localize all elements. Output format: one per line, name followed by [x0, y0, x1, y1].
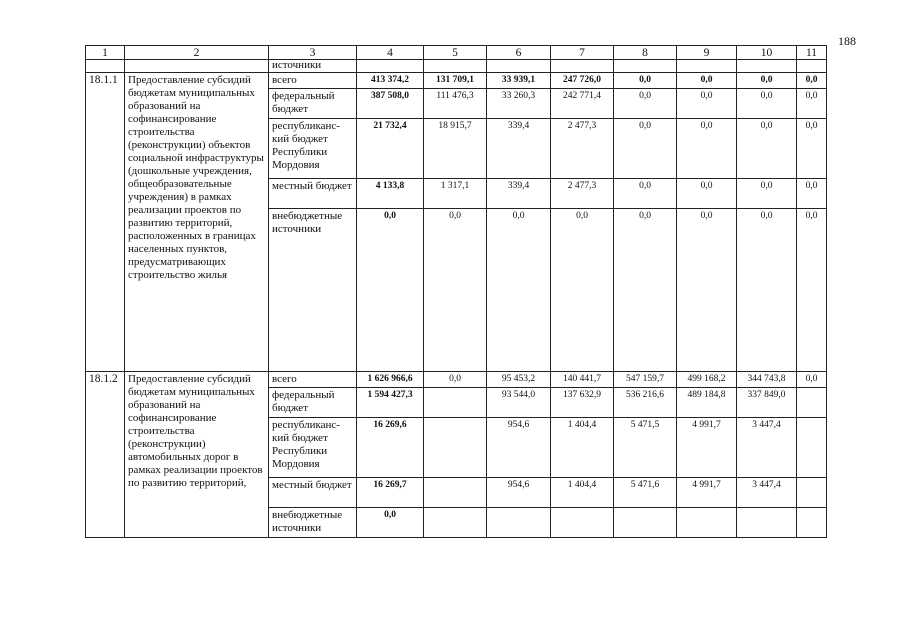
funding-source: республиканс-кий бюджет Республики Мордовия [269, 418, 357, 478]
value-cell: 1 594 427,3 [357, 388, 424, 418]
value-cell: 131 709,1 [424, 73, 487, 89]
empty-cell [551, 60, 614, 73]
value-cell: 18 915,7 [424, 119, 487, 179]
empty-cell [677, 60, 737, 73]
measure-name: Предоставление субсидий бюджетам муниципальных образований на софинансирование строительства (реконструкции) объектов социальной инфраструктуры (дошкольные учреждения, общеобразовательные учреждения) в рамках реализации проектов по развитию территорий, расположенных в границах населенных пунктов, предусматривающих строительство жилья [125, 73, 269, 372]
value-cell: 954,6 [487, 418, 551, 478]
row-index: 18.1.2 [86, 372, 125, 538]
value-cell: 4 991,7 [677, 478, 737, 508]
value-cell: 0,0 [797, 209, 827, 372]
value-cell: 2 477,3 [551, 119, 614, 179]
value-cell: 5 471,6 [614, 478, 677, 508]
value-cell: 0,0 [677, 89, 737, 119]
value-cell [797, 388, 827, 418]
value-cell: 0,0 [614, 209, 677, 372]
funding-source: республиканс-кий бюджет Республики Мордовия [269, 119, 357, 179]
col-header: 11 [797, 46, 827, 60]
value-cell: 0,0 [357, 209, 424, 372]
value-cell: 0,0 [357, 508, 424, 538]
value-cell: 16 269,6 [357, 418, 424, 478]
col-header: 9 [677, 46, 737, 60]
value-cell [797, 478, 827, 508]
measure-name: Предоставление субсидий бюджетам муниципальных образований на софинансирование строительства (реконструкции) автомобильных дорог в рамках реализации проектов по развитию территорий, [125, 372, 269, 538]
funding-source: внебюджетные источники [269, 209, 357, 372]
funding-source: местный бюджет [269, 179, 357, 209]
value-cell: 0,0 [551, 209, 614, 372]
value-cell [797, 508, 827, 538]
funding-source: местный бюджет [269, 478, 357, 508]
value-cell: 0,0 [737, 209, 797, 372]
col-header: 3 [269, 46, 357, 60]
value-cell: 0,0 [797, 119, 827, 179]
value-cell: 0,0 [797, 73, 827, 89]
value-cell: 21 732,4 [357, 119, 424, 179]
value-cell: 0,0 [677, 179, 737, 209]
empty-cell [424, 60, 487, 73]
value-cell: 4 991,7 [677, 418, 737, 478]
value-cell: 137 632,9 [551, 388, 614, 418]
value-cell [424, 508, 487, 538]
value-cell: 5 471,5 [614, 418, 677, 478]
col-header: 1 [86, 46, 125, 60]
empty-cell [357, 60, 424, 73]
table-row [86, 372, 827, 388]
value-cell: 954,6 [487, 478, 551, 508]
value-cell [487, 508, 551, 538]
value-cell: 111 476,3 [424, 89, 487, 119]
value-cell: 0,0 [797, 372, 827, 388]
continuation-row [86, 60, 827, 73]
value-cell: 3 447,4 [737, 418, 797, 478]
value-cell: 339,4 [487, 119, 551, 179]
value-cell: 0,0 [737, 73, 797, 89]
value-cell: 1 626 966,6 [357, 372, 424, 388]
value-cell: 242 771,4 [551, 89, 614, 119]
value-cell [797, 418, 827, 478]
value-cell: 0,0 [614, 73, 677, 89]
row-index: 18.1.1 [86, 73, 125, 372]
value-cell: 0,0 [677, 119, 737, 179]
value-cell: 489 184,8 [677, 388, 737, 418]
value-cell: 0,0 [737, 119, 797, 179]
value-cell: 0,0 [487, 209, 551, 372]
value-cell: 536 216,6 [614, 388, 677, 418]
value-cell: 0,0 [737, 179, 797, 209]
value-cell: 95 453,2 [487, 372, 551, 388]
value-cell: 0,0 [677, 73, 737, 89]
value-cell: 4 133,8 [357, 179, 424, 209]
value-cell: 0,0 [614, 179, 677, 209]
value-cell: 0,0 [614, 89, 677, 119]
empty-cell [125, 60, 269, 73]
value-cell: 0,0 [797, 89, 827, 119]
value-cell [551, 508, 614, 538]
col-header: 5 [424, 46, 487, 60]
table-row [86, 73, 827, 89]
col-header: 8 [614, 46, 677, 60]
value-cell: 0,0 [424, 209, 487, 372]
empty-cell [614, 60, 677, 73]
value-cell: 0,0 [677, 209, 737, 372]
value-cell: 247 726,0 [551, 73, 614, 89]
value-cell: 2 477,3 [551, 179, 614, 209]
funding-source: внебюджетные источники [269, 508, 357, 538]
value-cell: 337 849,0 [737, 388, 797, 418]
col-header: 4 [357, 46, 424, 60]
value-cell: 339,4 [487, 179, 551, 209]
value-cell: 33 260,3 [487, 89, 551, 119]
continued-source: источники [269, 60, 357, 73]
col-header: 10 [737, 46, 797, 60]
empty-cell [797, 60, 827, 73]
value-cell: 344 743,8 [737, 372, 797, 388]
value-cell [424, 418, 487, 478]
value-cell: 0,0 [424, 372, 487, 388]
value-cell: 140 441,7 [551, 372, 614, 388]
value-cell: 3 447,4 [737, 478, 797, 508]
value-cell: 0,0 [737, 89, 797, 119]
value-cell [677, 508, 737, 538]
value-cell [737, 508, 797, 538]
value-cell: 1 317,1 [424, 179, 487, 209]
value-cell [424, 478, 487, 508]
value-cell: 1 404,4 [551, 478, 614, 508]
value-cell: 0,0 [614, 119, 677, 179]
col-header: 7 [551, 46, 614, 60]
budget-table [85, 45, 827, 538]
header-row [86, 46, 827, 60]
value-cell [424, 388, 487, 418]
page-number: 188 [838, 34, 856, 48]
value-cell: 0,0 [797, 179, 827, 209]
funding-source: всего [269, 372, 357, 388]
value-cell: 413 374,2 [357, 73, 424, 89]
value-cell: 499 168,2 [677, 372, 737, 388]
value-cell: 1 404,4 [551, 418, 614, 478]
value-cell: 387 508,0 [357, 89, 424, 119]
value-cell: 547 159,7 [614, 372, 677, 388]
funding-source: федеральный бюджет [269, 89, 357, 119]
value-cell: 93 544,0 [487, 388, 551, 418]
col-header: 2 [125, 46, 269, 60]
empty-cell [737, 60, 797, 73]
empty-cell [86, 60, 125, 73]
funding-source: всего [269, 73, 357, 89]
empty-cell [487, 60, 551, 73]
value-cell: 33 939,1 [487, 73, 551, 89]
value-cell: 16 269,7 [357, 478, 424, 508]
funding-source: федеральный бюджет [269, 388, 357, 418]
col-header: 6 [487, 46, 551, 60]
value-cell [614, 508, 677, 538]
